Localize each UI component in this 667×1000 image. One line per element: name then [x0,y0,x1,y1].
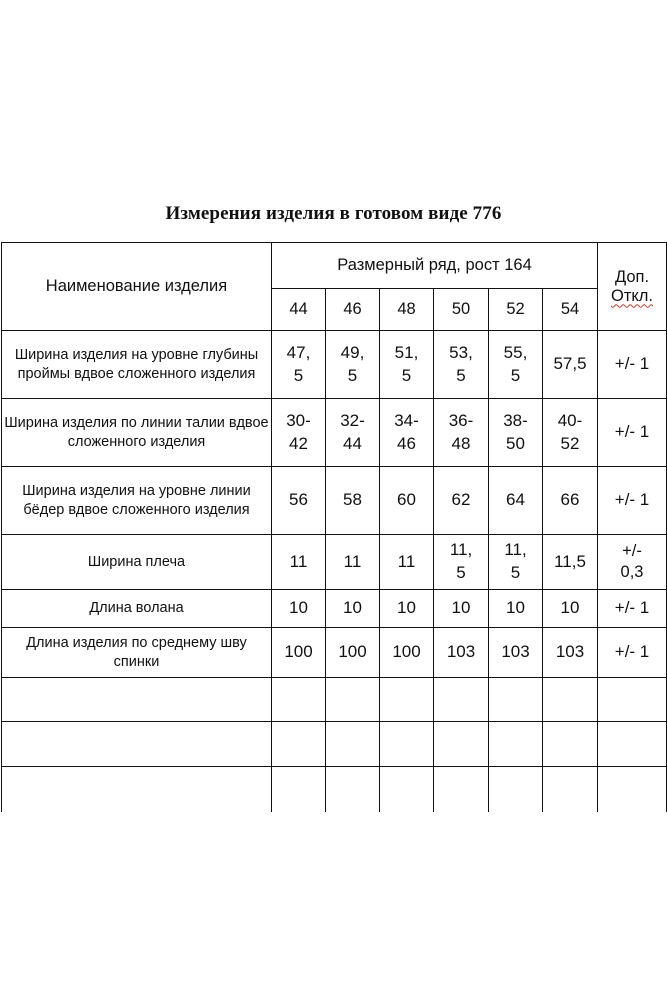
value-cell: 58 [326,467,380,535]
value-cell: 10 [380,590,434,628]
table-row [2,399,667,467]
value-cell: 47, 5 [272,331,326,399]
size-header-cell: 52 [489,289,543,331]
empty-cell [543,722,598,767]
empty-cell [489,678,543,722]
empty-cell [326,767,380,812]
deviation-cell: +/- 1 [598,331,667,399]
value-cell: 53, 5 [434,331,489,399]
value-cell: 10 [489,590,543,628]
value-cell: 10 [272,590,326,628]
value-cell: 100 [380,628,434,678]
value-cell: 11 [380,535,434,590]
empty-cell [380,767,434,812]
size-header-cell: 54 [543,289,598,331]
value-cell: 34- 46 [380,399,434,467]
empty-cell [326,678,380,722]
size-header-cell: 50 [434,289,489,331]
empty-cell [598,767,667,812]
table-row [2,628,667,678]
measurement-name: Ширина изделия по линии талии вдвое сложенного изделия [2,399,272,467]
empty-cell [489,767,543,812]
empty-cell [380,722,434,767]
value-cell: 11, 5 [434,535,489,590]
measurement-name: Ширина изделия на уровне линии бёдер вдвое сложенного изделия [2,467,272,535]
value-cell: 55, 5 [489,331,543,399]
empty-cell [543,678,598,722]
measurements-table [1,242,667,812]
empty-cell [2,722,272,767]
size-header-cell: 44 [272,289,326,331]
value-cell: 11 [272,535,326,590]
empty-cell [434,767,489,812]
value-cell: 49, 5 [326,331,380,399]
empty-cell [272,767,326,812]
deviation-header: Доп. Откл. [598,243,667,331]
value-cell: 103 [543,628,598,678]
value-cell: 103 [489,628,543,678]
empty-cell [543,767,598,812]
value-cell: 103 [434,628,489,678]
deviation-cell: +/- 1 [598,399,667,467]
name-header: Наименование изделия [2,243,272,331]
empty-cell [2,678,272,722]
measurement-name: Ширина плеча [2,535,272,590]
value-cell: 11,5 [543,535,598,590]
empty-cell [380,678,434,722]
empty-row [2,767,667,812]
value-cell: 10 [326,590,380,628]
value-cell: 11 [326,535,380,590]
value-cell: 10 [434,590,489,628]
table-row [2,467,667,535]
empty-cell [598,678,667,722]
empty-cell [489,722,543,767]
value-cell: 66 [543,467,598,535]
empty-row [2,722,667,767]
value-cell: 62 [434,467,489,535]
size-header-cell: 46 [326,289,380,331]
value-cell: 32- 44 [326,399,380,467]
measurement-name: Ширина изделия на уровне глубины проймы вдвое сложенного изделия [2,331,272,399]
empty-row [2,678,667,722]
empty-cell [434,678,489,722]
empty-cell [2,767,272,812]
measurement-name: Длина волана [2,590,272,628]
value-cell: 100 [272,628,326,678]
size-header-cell: 48 [380,289,434,331]
table-row [2,331,667,399]
deviation-cell: +/- 1 [598,467,667,535]
value-cell: 30- 42 [272,399,326,467]
size-range-header: Размерный ряд, рост 164 [272,243,598,289]
value-cell: 56 [272,467,326,535]
deviation-cell: +/- 0,3 [598,535,667,590]
value-cell: 11, 5 [489,535,543,590]
value-cell: 36- 48 [434,399,489,467]
value-cell: 64 [489,467,543,535]
value-cell: 100 [326,628,380,678]
empty-cell [272,678,326,722]
page-title: Измерения изделия в готовом виде 776 [165,203,502,224]
table-row [2,590,667,628]
table-row [2,535,667,590]
value-cell: 60 [380,467,434,535]
empty-cell [598,722,667,767]
empty-cell [326,722,380,767]
value-cell: 51, 5 [380,331,434,399]
empty-cell [434,722,489,767]
value-cell: 57,5 [543,331,598,399]
deviation-cell: +/- 1 [598,590,667,628]
measurement-name: Длина изделия по среднему шву спинки [2,628,272,678]
deviation-cell: +/- 1 [598,628,667,678]
value-cell: 38- 50 [489,399,543,467]
value-cell: 40- 52 [543,399,598,467]
empty-cell [272,722,326,767]
value-cell: 10 [543,590,598,628]
